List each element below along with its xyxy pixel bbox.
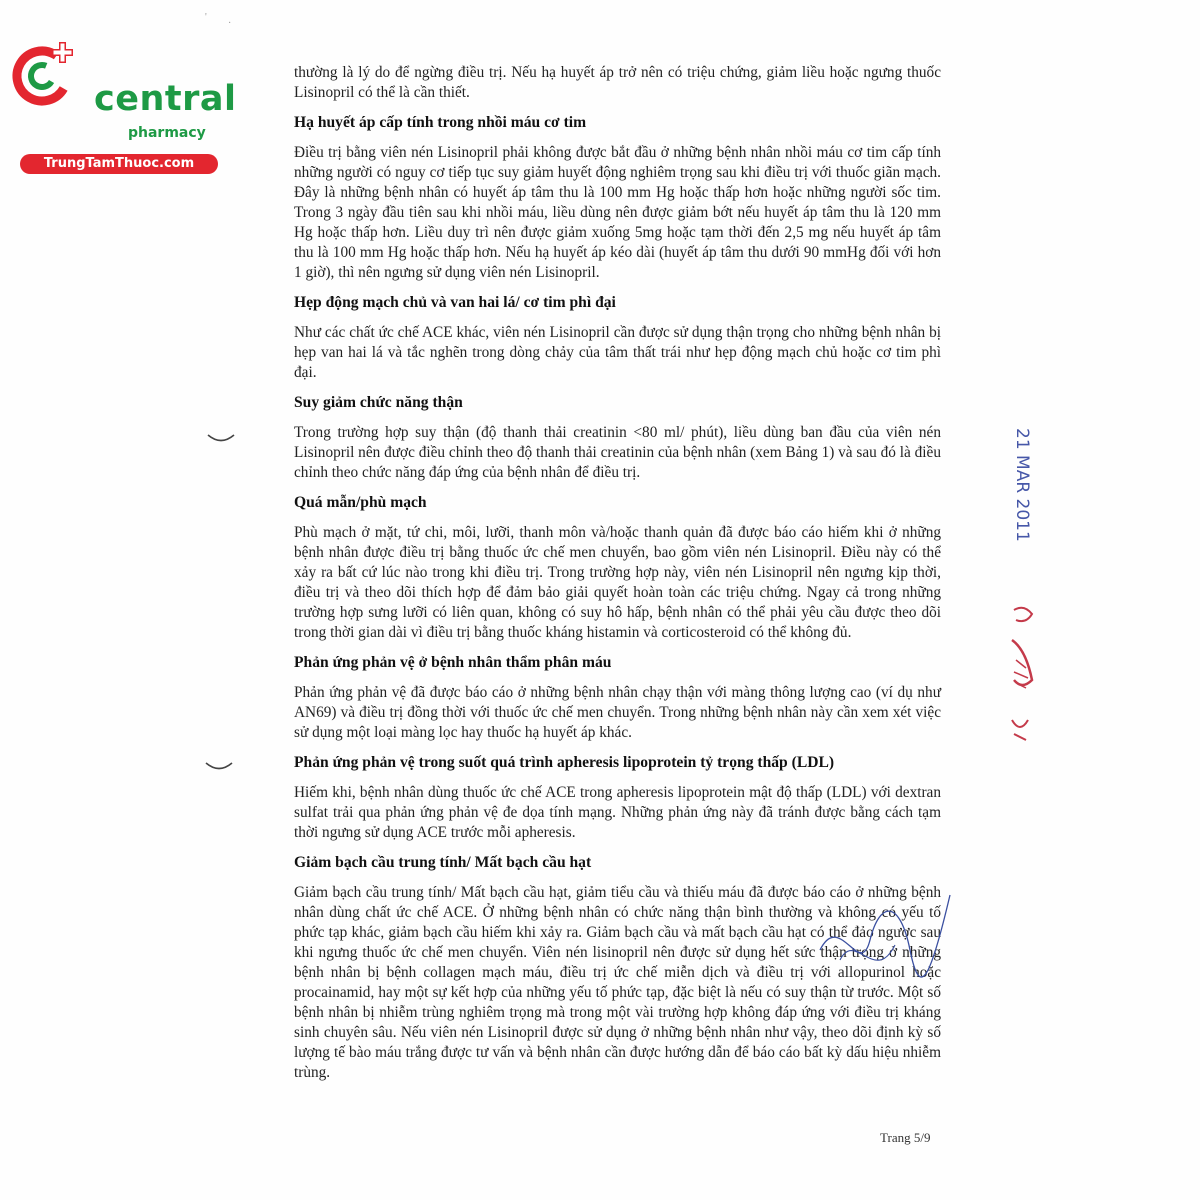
section-heading: Suy giảm chức năng thận (294, 394, 463, 411)
paragraph: Như các chất ức chế ACE khác, viên nén Lisinopril cần được sử dụng thận trọng cho những bệnh nhân bị hẹp van hai lá và tắc nghẽn trong dòng chảy của tâm thất trái như hẹp động mạch chủ hoặc cơ tim phì đại. (294, 324, 941, 381)
scan-mark: ' (205, 12, 207, 23)
brand-name: central (94, 79, 237, 119)
paragraph: Trong trường hợp suy thận (độ thanh thải creatinin <80 ml/ phút), liều dùng ban đầu của viên nén Lisinopril nên được điều chỉnh theo độ thanh thải creatinin của bệnh nhân (xem Bảng 1) và sau đó là điều chỉnh theo chức năng đáp ứng của bệnh nhân để điều trị. (294, 424, 941, 481)
section-heading: Quá mẫn/phù mạch (294, 494, 427, 511)
page-number: Trang 5/9 (880, 1130, 931, 1145)
paragraph: Hiếm khi, bệnh nhân dùng thuốc ức chế ACE trong apheresis lipoprotein mật độ thấp (LDL) với dextran sulfat trải qua phản ứng phản vệ đe dọa tính mạng. Những phản ứng này đã tránh được bằng cách tạm thời ngưng sử dụng ACE trước mỗi apheresis. (294, 784, 941, 841)
central-pharmacy-logo-icon (10, 38, 80, 108)
section-heading: Giảm bạch cầu trung tính/ Mất bạch cầu hạt (294, 854, 592, 871)
paragraph: Phù mạch ở mặt, tứ chi, môi, lưỡi, thanh môn và/hoặc thanh quản đã được báo cáo hiếm khi ở những bệnh nhân được điều trị bằng thuốc ức chế men chuyển, bao gồm viên nén Lisinopril. Điều này có thể xảy ra bất cứ lúc nào trong khi điều trị. Trong trường hợp này, viên nén Lisinopril nên ngưng kịp thời, điều trị và theo dõi thích hợp để đảm bảo giải quyết hoàn toàn các triệu chứng. Ngay cả trong những trường hợp sưng lưỡi có liên quan, không có suy hô hấp, bệnh nhân có thể phải yêu cầu được theo dõi trong thời gian dài vì điều trị bằng thuốc kháng histamin và corticosteroid có thể không đủ. (294, 524, 941, 641)
margin-date-stamp: 21 MAR 2011 (1012, 428, 1032, 542)
scan-mark: · (228, 18, 232, 29)
document-body (294, 63, 941, 1093)
section-heading: Phản ứng phản vệ ở bệnh nhân thẩm phân máu (294, 654, 612, 671)
brand-logo[interactable] (10, 38, 237, 171)
paragraph: thường là lý do để ngừng điều trị. Nếu hạ huyết áp trở nên có triệu chứng, giảm liều hoặc ngưng thuốc Lisinopril có thể là cần thiết. (294, 64, 941, 101)
stamp-mark-icon (1004, 600, 1040, 750)
section-heading: Hẹp động mạch chủ và van hai lá/ cơ tim phì đại (294, 294, 616, 311)
brand-website-link[interactable]: TrungTamThuoc.com (20, 154, 218, 174)
section-heading: Hạ huyết áp cấp tính trong nhồi máu cơ tim (294, 114, 587, 131)
punch-hole-mark (204, 760, 234, 774)
paragraph: Điều trị bằng viên nén Lisinopril phải không được bắt đầu ở những bệnh nhân nhồi máu cơ tim cấp tính những người có nguy cơ tiếp tục suy giảm huyết động nghiêm trọng sau khi điều trị với thuốc giãn mạch. Đây là những bệnh nhân có huyết áp tâm thu là 100 mm Hg hoặc thấp hơn hoặc những người sốc tim. Trong 3 ngày đầu tiên sau khi nhồi máu, liều dùng nên được giảm bớt nếu huyết áp tâm thu là 120 mm Hg hoặc thấp hơn. Liều duy trì nên được giảm xuống 5mg hoặc tạm thời đến 2,5 mg nếu huyết áp tâm thu là 100 mm Hg hoặc thấp hơn. Nếu hạ huyết áp kéo dài (huyết áp tâm thu dưới 90 mmHg đối với hơn 1 giờ), thì nên ngưng sử dụng viên nén Lisinopril. (294, 144, 941, 281)
brand-subtitle: pharmacy (128, 125, 206, 141)
paragraph: Phản ứng phản vệ đã được báo cáo ở những bệnh nhân chạy thận với màng thông lượng cao (ví dụ như AN69) và điều trị đồng thời với thuốc ức chế men chuyển. Trong những bệnh nhân này cần xem xét việc sử dụng một loại màng lọc hay thuốc hạ huyết áp khác. (294, 684, 941, 741)
section-heading: Phản ứng phản vệ trong suốt quá trình apheresis lipoprotein tỷ trọng thấp (LDL) (294, 754, 835, 771)
paragraph: Giảm bạch cầu trung tính/ Mất bạch cầu hạt, giảm tiểu cầu và thiếu máu đã được báo cáo ở những bệnh nhân dùng chất ức chế ACE. Ở những bệnh nhân có chức năng thận bình thường và không có yếu tố phức tạp khác, giảm bạch cầu hiếm khi xảy ra. Giảm bạch cầu và mất bạch cầu hạt có thể đảo ngược sau khi ngưng thuốc ức chế men chuyển. Viên nén lisinopril nên được sử dụng hết sức thận trọng ở những bệnh nhân bị bệnh collagen mạch máu, điều trị ức chế miễn dịch và điều trị với allopurinol hoặc procainamid, hay một sự kết hợp của những yếu tố phức tạp, đặc biệt là nếu có suy thận từ trước. Một số bệnh nhân bị nhiễm trùng nghiêm trọng mà trong một vài trường hợp không đáp ứng với điều trị kháng sinh chuyên sâu. Nếu viên nén Lisinopril được sử dụng ở những bệnh nhân như vậy, theo dõi định kỳ số lượng tế bào máu trắng được tư vấn và bệnh nhân cần được hướng dẫn để báo cáo bất kỳ dấu hiệu nhiễm trùng. (294, 884, 941, 1081)
punch-hole-mark (206, 432, 236, 446)
